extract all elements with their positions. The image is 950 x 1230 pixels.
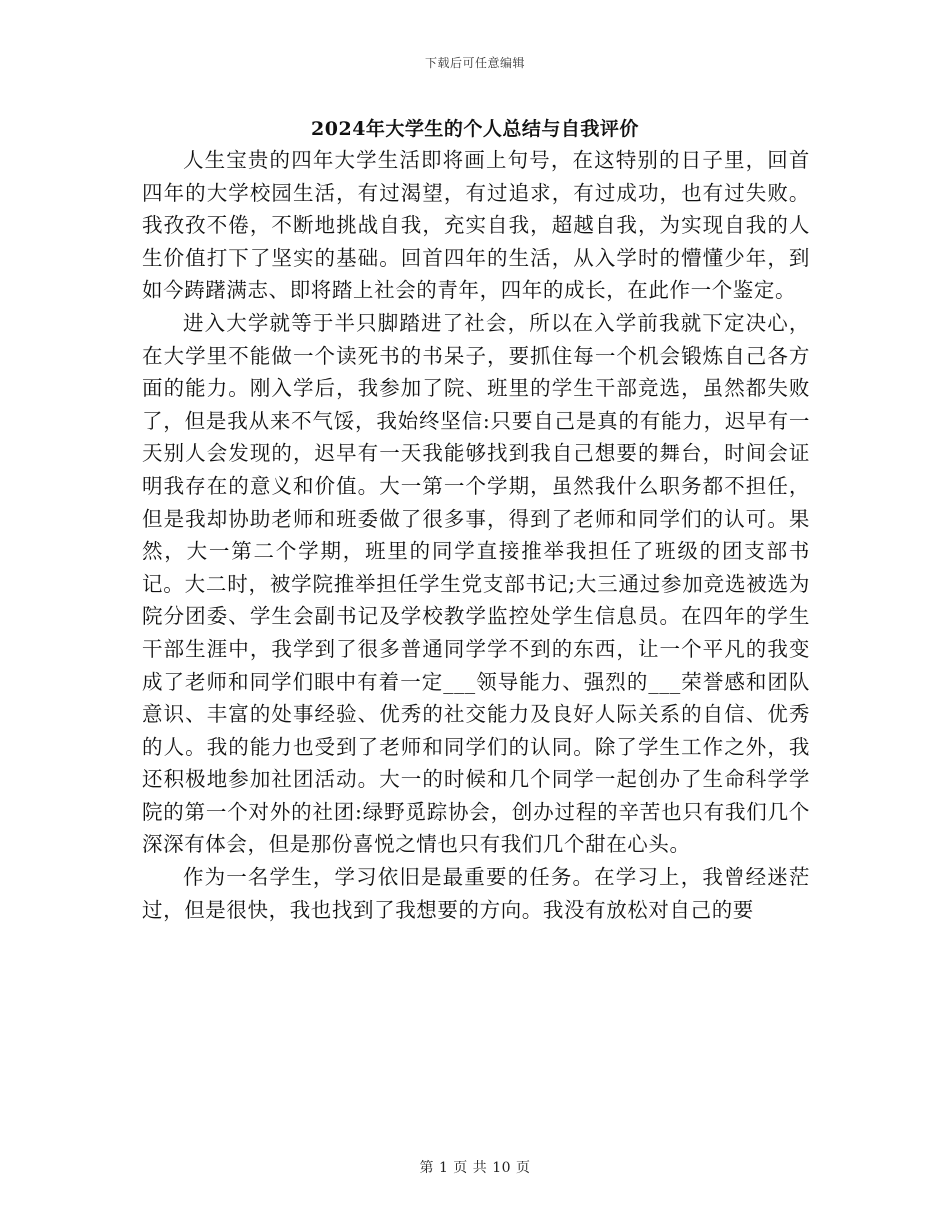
paragraph: 作为一名学生，学习依旧是最重要的任务。在学习上，我曾经迷茫过，但是很快，我也找到了我想要的方向。我没有放松对自己的要 <box>142 865 810 922</box>
header-note: 下载后可任意编辑 <box>424 56 525 70</box>
paragraph: 进入大学就等于半只脚踏进了社会，所以在入学前我就下定决心，在大学里不能做一个读死书的书呆子，要抓住每一个机会锻炼自己各方面的能力。刚入学后，我参加了院、班里的学生干部竞选，虽然都失败了，但是我从来不气馁，我始终坚信:只要自己是真的有能力，迟早有一天别人会发现的，迟早有一天我能够找到我自己想要的舞台，时间会证明我存在的意义和价值。大一第一个学期，虽然我什么职务都不担任，但是我却协助老师和班委做了很多事，得到了老师和同学们的认可。果然，大一第二个学期，班里的同学直接推举我担任了班级的团支部书记。大二时，被学院推举担任学生党支部书记;大三通过参加竞选被选为院分团委、学生会副书记及学校教学监控处学生信息员。在四年的学生干部生涯中，我学到了很多普通同学学不到的东西，让一个平凡的我变成了老师和同学们眼中有着一定___领导能力、强烈的___荣誉感和团队意识、丰富的处事经验、优秀的社交能力及良好人际关系的自信、优秀的人。我的能力也受到了老师和同学们的认同。除了学生工作之外，我还积极地参加社团活动。大一的时候和几个同学一起创办了生命科学学院的第一个对外的社团:绿野觅踪协会，创办过程的辛苦也只有我们几个深深有体会，但是那份喜悦之情也只有我们几个甜在心头。 <box>142 310 810 857</box>
page-number: 第 1 页 共 10 页 <box>419 1160 531 1176</box>
document-title: 2024年大学生的个人总结与自我评价 <box>311 118 639 140</box>
paragraph: 人生宝贵的四年大学生活即将画上句号，在这特别的日子里，回首四年的大学校园生活，有过渴望，有过追求，有过成功，也有过失败。我孜孜不倦，不断地挑战自我，充实自我，超越自我，为实现自我的人生价值打下了坚实的基础。回首四年的生活，从入学时的懵懂少年，到如今踌躇满志、即将踏上社会的青年，四年的成长，在此作一个鉴定。 <box>142 148 810 303</box>
document-body <box>142 144 810 926</box>
